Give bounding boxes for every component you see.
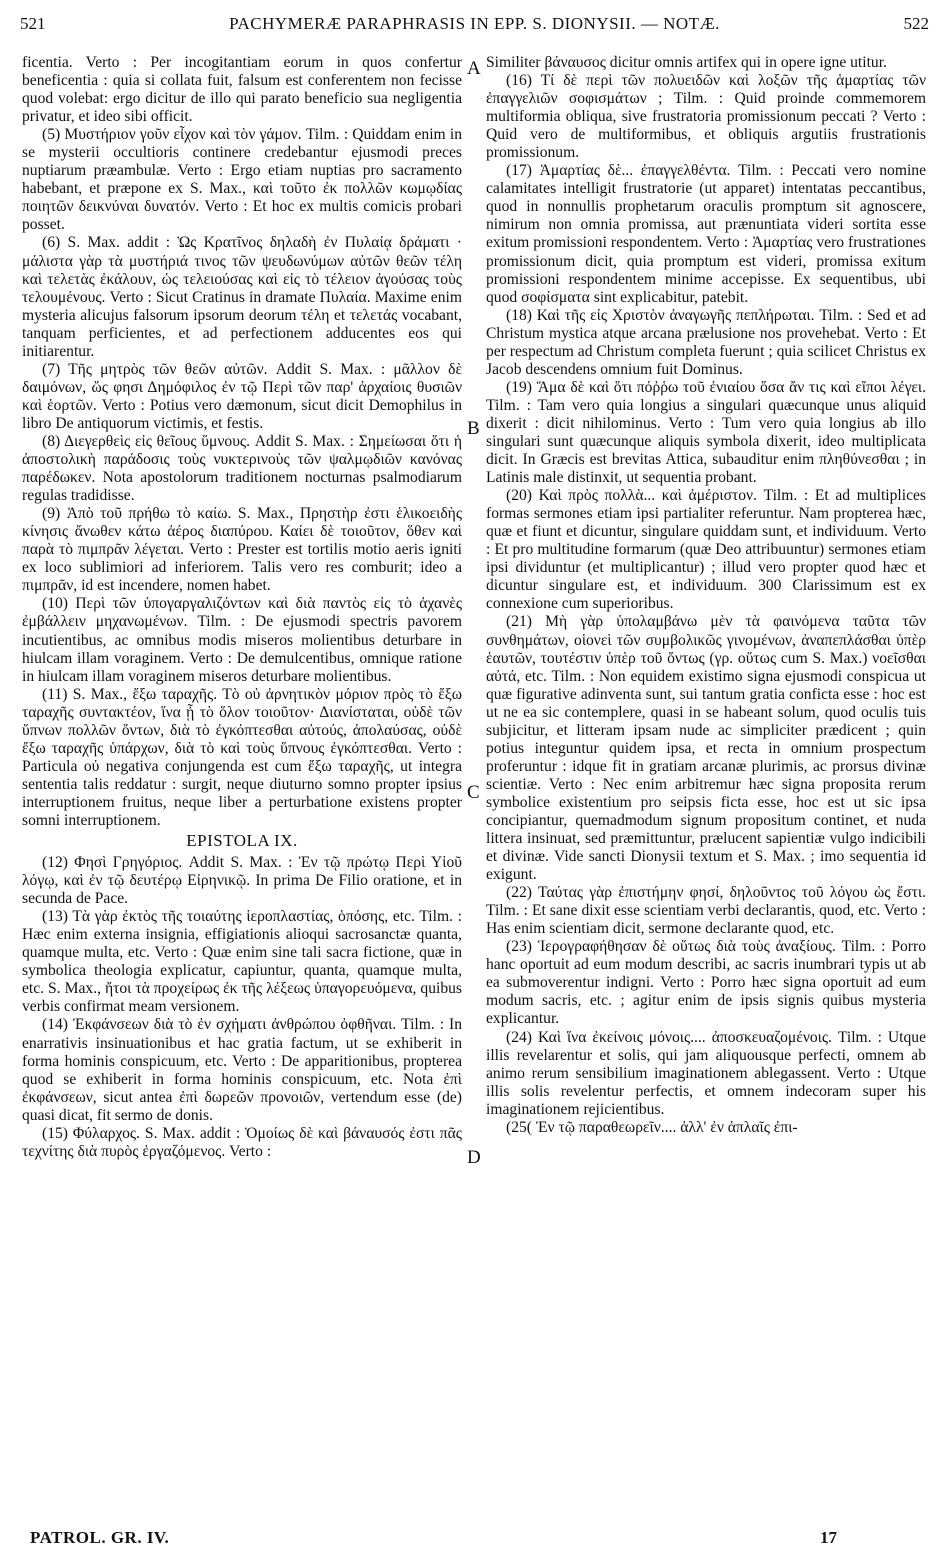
note-paragraph: (25( Ἐν τῷ παραθεωρεῖν.... ἀλλ' ἐν ἁπλαῖς ἐπι-: [506, 1118, 798, 1136]
note-paragraph: (8) Διεγερθεὶς εἰς θεῖους ὕμνους. Addit S. Max. : Σημείωσαι ὅτι ἡ ἀποστολικὴ παράδοσις τοὺς νυκτερινοὺς τῶν ψαλμῳδιῶν κανόνας παρέδωκεν. Nota apostolorum traditionem nocturnas psalmodiarum regulas tradidisse.: [22, 432, 462, 505]
note-paragraph: (7) Τῆς μητρὸς τῶν θεῶν αὐτῶν. Addit S. Max. : μᾶλλον δὲ δαιμόνων, ὥς φησι Δημόφιλος ἐν τῷ Περὶ τῶν παρ' ἀρχαίοις θυσιῶν καὶ ἑορτῶν. Verto : Potius vero dæmonum, sicut dicit Demophilus in libro De antiquorum victimis, et festis.: [22, 360, 462, 432]
note-paragraph: (6) S. Max. addit : Ὡς Κρατῖνος δηλαδὴ ἐν Πυλαίᾳ δράματι · μάλιστα γὰρ τὰ μυστήριά τινος τῶν ψευδωνύμων αὐτῶν θεῶν τέλη καὶ τελετὰς ἐκάλουν, ὡς τελειούσας καὶ εἰς τὸ τέλειον ἀγούσας τοὺς τελουμένους. Verto : Sicut Cratinus in dramate Πυλαία. Maxime enim mysteria alicujus falsorum ipsorum deorum τέλη et τελετάς vocabant, tanquam perficientes, et ad perfectionem adducentes eos qui initiarentur.: [22, 234, 462, 360]
note-paragraph: (17) Ἁμαρτίας δὲ... ἐπαγγελθέντα. Tilm. : Peccati vero nomine calamitates intelligit frustratorie (ut apparet) intentatas peccantibus, quod in nonnullis prophetarum oraculis promptum sit agnoscere, nimirum non omnia promissa, aut prænuntiata videri sortita esse exitum promissioni respondentem. Verto : Ἁμαρτίας vero frustrationes promissionum dicit, quia promptum est videri, promissa exitum promissioni respondentem minime accepisse. Ex sequentibus, ubi quod σοφίσματα sint explicabitur, patebit.: [486, 162, 926, 306]
note-paragraph: (19) Ἅμα δὲ καὶ ὅτι πόῤῥω τοῦ ἐνιαίου ὅσα ἄν τις καὶ εἴποι λέγει. Tilm. : Tam vero quia longius a singulari quæcunque unus aliquid dixerit : dicit nihilominus. Verto : Tum vero quia longius ab illo singulari sunt quæcunque aliquis symbola dixerit, ideo multiplicata dicit. In Græcis est brevitas Attica, subauditur enim πληθύνεσθαι ; in Latinis male distinxit, ut sequentia probant.: [486, 378, 926, 487]
note-paragraph: Similiter βάναυσος dicitur omnis artifex qui in opere igne utitur.: [486, 54, 887, 71]
note-paragraph: (21) Μὴ γὰρ ὑπολαμβάνω μὲν τὰ φαινόμενα ταῦτα τῶν συνθημάτων, οἱονεὶ τῶν συμβολικῶς γινομένων, ἀναπεπλάσθαι ὑπὲρ ἑαυτῶν, τουτέστιν ὑπὲρ τοῦ ὄντως (γρ. οὕτως cum S. Max.) νοεῖσθαι αὐτά, etc. Tilm. : Non equidem existimo signa ejusmodi conspicua ut quæ figurative adinventa sunt, sui tantum gratia conficta esse : hoc est ut ne ea sic contemplere, quasi in se habeant solum, quod oculis tuis subjicitur, et litteram ipsam nude ac simpliciter prædicent ; quin potius integuntur quidem ipsa, et recta in omnium prospectum proferuntur : idque fit in gratiam arcanæ plurimis, ac prorsus divinæ scientiæ. Verto : Nec enim arbitremur hæc signa proposita rerum symbolice existentium pro seipsis ficta esse, hoc est ut sic ipsa concipiantur, quemadmodum signum propositum continet, et nuda littera insinuat, sed præmittuntur, prælucent sapientiæ vulgo indicibili et divinæ. Vide sancti Dionysii textum et S. Max. ; imo sequentia id exigunt.: [486, 613, 926, 884]
footer-signature: 17: [820, 1528, 837, 1547]
page-header: [16, 14, 933, 40]
note-paragraph: (5) Μυστήριον γοῦν εἶχον καὶ τὸν γάμον. Tilm. : Quiddam enim in se mysterii occultioris continere credebantur ejusmodi preces nuptiarum præambulæ. Verto : Ergo etiam nuptias pro sacramento habebant, et præpone ex S. Max., καὶ τοῦτο ἐκ πολλῶν κωμῳδίας ποιητῶν δεικνύναι δυνατόν. Verto : Et hoc ex multis comicis probari posset.: [22, 126, 462, 234]
page-number-right: 522: [903, 14, 929, 33]
margin-marker-b: B: [467, 418, 480, 439]
page-number-left: 521: [20, 14, 46, 33]
note-paragraph: (22) Ταύτας γὰρ ἐπιστήμην φησί, δηλοῦντος τοῦ λόγου ὡς ἔστι. Tilm. : Et sane dixit esse scientiam verbi declarantis, quod, etc. Verto : Has enim scientiam dicit, sermone declarante quod, etc.: [486, 884, 926, 938]
note-paragraph: (20) Καὶ πρὸς πολλὰ... καὶ ἀμέριστον. Tilm. : Et ad multiplices formas sermones etiam ipsi partialiter referuntur. Nam propterea hæc, quæ et fiunt et dicuntur, singulare quiddam sunt, et individuum. Verto : Et pro multitudine formarum (quæ Deo attribuuntur) sermones etiam ipsi dividuntur (et multiplicantur) ; illud vero propter quod hæc et dicuntur singulare est, et individuum. 300 Clarissimum est ex connexione cum superioribus.: [486, 487, 926, 613]
note-paragraph: (14) Ἐκφάνσεων διὰ τὸ ἐν σχήματι ἀνθρώπου ὀφθῆναι. Tilm. : In enarrativis insinuationibus et hac gratia factum, ut se exhiberit in forma hominis conspicuum, etc. Verto : De apparitionibus, propterea quod se exhiberit in forma hominis conspicuum, etc. Nota ἐπὶ ἐκφάνσεων, sicut antea ἐπὶ δωρεῶν προνοιῶν, vertendum esse (de) quasi dicat, fit sermo de donis.: [22, 1016, 462, 1124]
note-paragraph: (9) Ἀπὸ τοῦ πρήθω τὸ καίω. S. Max., Πρηστὴρ ἐστι ἑλικοειδὴς κίνησις ἄνωθεν κάτω ἀέρος διαπύρου. Καίει δὲ τοιοῦτον, ὅθεν καὶ παρὰ τὸ πιμπρᾶν λέγεται. Verto : Prester est tortilis motio aeris igniti ex loco sublimiori ad inferiorem. Talis vero res comburit; ideo a πιμπρᾶν, id est incendere, nomen habet.: [22, 505, 462, 595]
note-paragraph: (16) Τί δὲ περὶ τῶν πολυειδῶν καὶ λοξῶν τῆς ἁμαρτίας τῶν ἐπαγγελιῶν σοφισμάτων ; Tilm. : Quid proinde commemorem multiformia obliqua, sive frustratoria promissionum peccati ? Verto : Quid vero de multiformibus, et obliquis argutiis frustrationis promissionum.: [486, 72, 926, 162]
right-column: [486, 54, 926, 1519]
running-title: PACHYMERÆ PARAPHRASIS IN EPP. S. DIONYSII. — NOTÆ.: [229, 14, 720, 33]
note-paragraph: (24) Καὶ ἵνα ἐκείνοις μόνοις.... ἀποσκευαζομένοις. Tilm. : Utque illis revelarentur et solis, qui jam aliquousque perfecti, omnem ab animo rerum sensibilium imaginationem ablegassent. Verto : Utque illis solis revelentur perfectis, et omnem indecoram super his imaginationem rejicientibus.: [486, 1028, 926, 1118]
margin-marker-c: C: [467, 782, 480, 803]
footer-series: PATROL. GR. IV.: [30, 1528, 170, 1547]
note-paragraph: (11) S. Max., ἔξω ταραχῆς. Τὸ οὐ ἀρνητικὸν μόριον πρὸς τὸ ἔξω ταραχῆς συντακτέον, ἵνα ᾖ τὸ ὅλον τοιοῦτον· Διανίσταται, οὐδὲ τῶν ὕπνων πολλῶν ὄντων, διὰ τὸ ἐγκόπτεσθαι αὐτούς, ἀπολαύσας, οὐδὲ ἔξω ταραχῆς ὑπάρχων, διὰ τὸ καὶ τοὺς ὕπνους ἐγκόπτεσθαι. Verto : Particula οὐ negativa conjungenda est cum ἔξω ταραχῆς, ut integra sententia talis reddatur : surgit, neque diuturno somno propter ipsius interruptionem fruitus, neque liber a perturbatione existens propter somni interruptionem.: [22, 685, 462, 829]
margin-marker-d: D: [467, 1147, 481, 1168]
section-title: EPISTOLA IX.: [186, 831, 298, 851]
note-paragraph: (23) Ἱερογραφήθησαν δὲ οὕτως διὰ τοὺς ἀναξίους. Tilm. : Porro hanc oportuit ad eum modum describi, ac sacris inumbrari typis ut ab ea submoverentur indigni. Verto : Porro hæc signa oportuit ad eum modum sacris, etc. ; agitur enim de ipsis signis quibus mysteria explicantur.: [486, 938, 926, 1028]
note-paragraph: ficentia. Verto : Per incogitantiam eorum in quos confertur beneficentia : quia si collata fuit, falsum est conferentem non fecisse quod volebat: ergo dicitur de illo qui parato beneficio sua negligentia privatur, et ideo sibi officit.: [22, 54, 462, 126]
note-paragraph: (15) Φύλαρχος. S. Max. addit : Ὁμοίως δὲ καὶ βάναυσός ἐστι πᾶς τεχνίτης διὰ πυρὸς ἐργαζόμενος. Verto :: [22, 1124, 462, 1160]
note-paragraph: (13) Τὰ γὰρ ἐκτὸς τῆς τοιαύτης ἱεροπλαστίας, ὁπόσης, etc. Tilm. : Hæc enim externa insignia, effigiationis alioqui sacrosanctæ quanta, quamque multa, etc. Verto : Quæ enim sine tali sacra fictione, quæ in symbolica theologia explicatur, capiuntur, quanta, quamque multa, etc. S. Max., ἤτοι τὰ προχείρως ἐκ τῆς λέξεως ὑπαγορευόμενα, quibus verbis confirmat meam versionem.: [22, 908, 462, 1016]
note-paragraph: (12) Φησὶ Γρηγόριος. Addit S. Max. : Ἐν τῷ πρώτῳ Περὶ Υἱοῦ λόγῳ, καὶ ἐν τῷ δευτέρῳ Εἰρηνικῷ. In prima De Filio oratione, et in secunda de Pace.: [22, 854, 462, 908]
margin-marker-a: A: [467, 58, 481, 79]
note-paragraph: (18) Καὶ τῆς εἰς Χριστὸν ἀναγωγῆς πεπλήρωται. Tilm. : Sed et ad Christum mystica atque arcana prælusione nos provehebat. Verto : Et per respectum ad Christum completa fuerunt ; quia scilicet Christus ex Jacob descendens omnium fuit Dominus.: [486, 306, 926, 378]
note-paragraph: (10) Περὶ τῶν ὑπογαργαλιζόντων καὶ διὰ παντὸς εἰς τὸ ἀχανὲς ἐμβάλλειν μηχανωμένων. Tilm. : De ejusmodi spectris pavorem incutientibus, ac omnibus modis miseros molientibus deturbare in hiulcam illam voraginem. Verto : De demulcentibus, omnique ratione in hiulcam illam voraginem miseros deturbare molientibus.: [22, 595, 462, 685]
left-column: [22, 54, 462, 1519]
